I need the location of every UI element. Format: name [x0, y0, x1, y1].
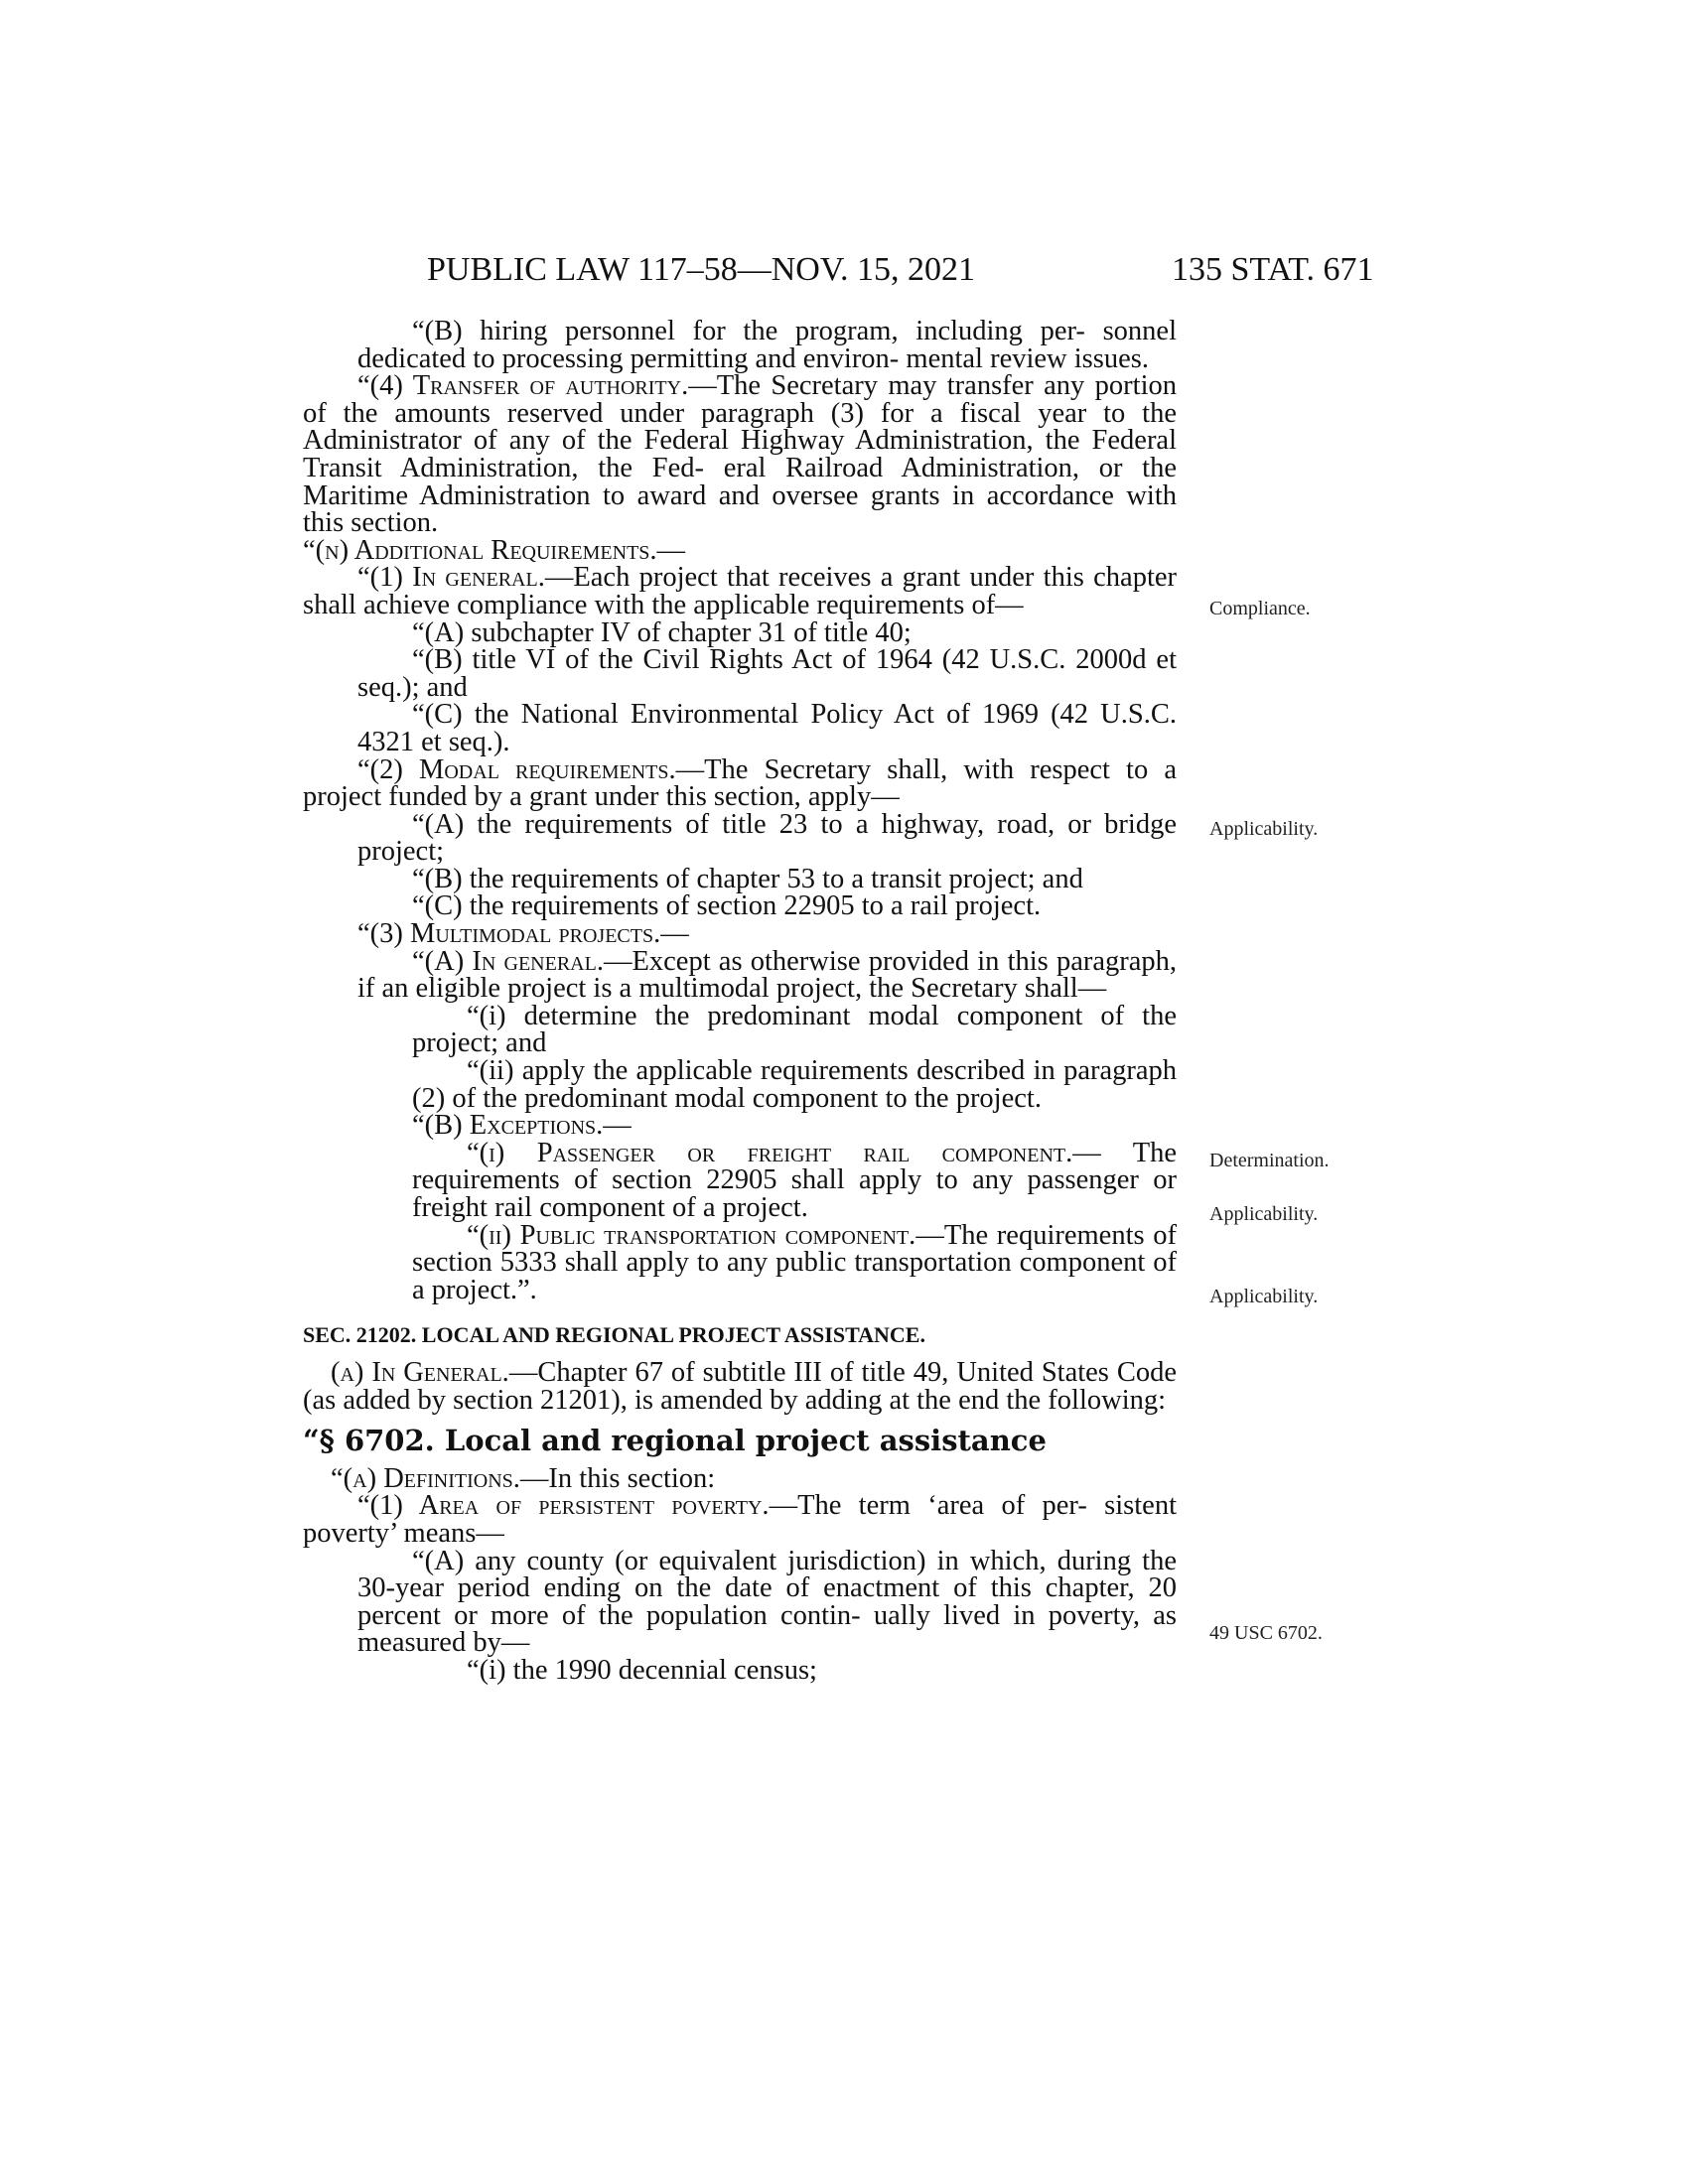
paragraph: “(C) the National Environmental Policy Act of 1969 (42 U.S.C. 4321 et seq.). [357, 699, 1177, 757]
paragraph: “(i) determine the predominant modal component of the project; and [412, 1000, 1177, 1059]
paragraph: “(B) title VI of the Civil Rights Act of 1964 (42 U.S.C. 2000d et seq.); and [357, 644, 1177, 703]
margin-note-applicability: Applicability. [1209, 818, 1319, 840]
paragraph: “(ii) apply the applicable requirements described in paragraph (2) of the predominant modal component to the project. [412, 1055, 1177, 1114]
header-law-title: PUBLIC LAW 117–58—NOV. 15, 2021 [427, 251, 976, 288]
paragraph: “(A) subchapter IV of chapter 31 of title 40; [412, 616, 912, 648]
paragraph-text: —The term ‘area of per- sistent poverty’ means— [303, 1490, 1177, 1549]
paragraph: “(B) hiring personnel for the program, including per- sonnel dedicated to processing permitting and environ- mental review issues. [357, 316, 1177, 374]
paragraph-heading: “(i) Passenger or freight rail component. [467, 1137, 1073, 1168]
paragraph [303, 1137, 1177, 1223]
paragraph: “(C) the requirements of section 22905 to a rail project. [412, 890, 1042, 922]
code-section-heading: “§ 6702. Local and regional project assistance [303, 1424, 1047, 1458]
header-stat-page: 135 STAT. 671 [1172, 251, 1374, 288]
margin-note-applicability: Applicability. [1209, 1286, 1319, 1307]
paragraph-text: —The Secretary shall, with respect to a project funded by a grant under this section, apply— [303, 753, 1178, 813]
subsection-heading: “(n) Additional Requirements.— [303, 534, 686, 566]
paragraph-text: —The Secretary may transfer any portion of the amounts reserved under paragraph (3) for a fiscal year to the Administrator of any of the Federal Highway Administration, the Federal Transit Administration, the Fed- eral Railroad Administration, or the Maritime Administration to award and oversee grants in accordance with this section. [303, 370, 1177, 539]
paragraph-heading: “(2) Modal requirements. [357, 753, 676, 785]
paragraph-text: —In this section: [519, 1462, 716, 1494]
paragraph-heading: “(a) Definitions. [331, 1462, 520, 1494]
paragraph [303, 1356, 1177, 1416]
paragraph: “(B) the requirements of chapter 53 to a transit project; and [412, 863, 1083, 894]
paragraph-text: —Each project that receives a grant under this chapter shall achieve compliance with the applicable requirements of— [303, 562, 1178, 620]
paragraph-heading: (a) In General. [331, 1356, 509, 1388]
paragraph-heading: “(4) Transfer of authority. [357, 370, 689, 402]
paragraph: “(A) any county (or equivalent jurisdiction) in which, during the 30-year period ending on the date of enactment of this chapter, 20 percent or more of the population contin- ually lived in poverty, as measured by— [357, 1545, 1177, 1659]
margin-note-usc-citation: 49 USC 6702. [1209, 1622, 1323, 1644]
paragraph [303, 1492, 1177, 1547]
paragraph [303, 753, 1178, 813]
paragraph-text: —Except as otherwise provided in this paragraph, if an eligible project is a multimodal project, the Secretary shall— [357, 945, 1177, 1005]
paragraph-text: — The requirements of section 22905 shall apply to any passenger or freight rail component of a project. [412, 1137, 1177, 1223]
margin-note-compliance: Compliance. [1209, 598, 1311, 619]
paragraph-heading: “(A) In general. [412, 945, 604, 977]
paragraph [303, 564, 1177, 618]
margin-note-applicability: Applicability. [1209, 1203, 1319, 1225]
document-body [303, 318, 1177, 1685]
paragraph-text: —Chapter 67 of subtitle III of title 49, United States Code (as added by section 21201), is amended by adding at the end the following: [303, 1356, 1177, 1416]
paragraph-text: —The requirements of section 5333 shall apply to any public transportation component of a project.”. [412, 1219, 1178, 1305]
paragraph-heading: “(1) Area of persistent poverty. [357, 1490, 770, 1522]
paragraph-heading: “(ii) Public transportation component. [467, 1219, 916, 1251]
paragraph [303, 372, 1177, 537]
margin-note-determination: Determination. [1209, 1150, 1330, 1171]
section-heading: SEC. 21202. LOCAL AND REGIONAL PROJECT ASSISTANCE. [303, 1322, 925, 1348]
paragraph: “(A) the requirements of title 23 to a highway, road, or bridge project; [357, 808, 1177, 868]
paragraph-heading: “(3) Multimodal projects.— [357, 918, 689, 950]
paragraph-heading: “(1) In general. [357, 562, 545, 594]
paragraph [303, 1219, 1178, 1305]
paragraph-heading: “(B) Exceptions.— [412, 1110, 632, 1142]
paragraph: “(i) the 1990 decennial census; [467, 1654, 817, 1686]
paragraph [303, 945, 1177, 1005]
paragraph [303, 1462, 1177, 1494]
